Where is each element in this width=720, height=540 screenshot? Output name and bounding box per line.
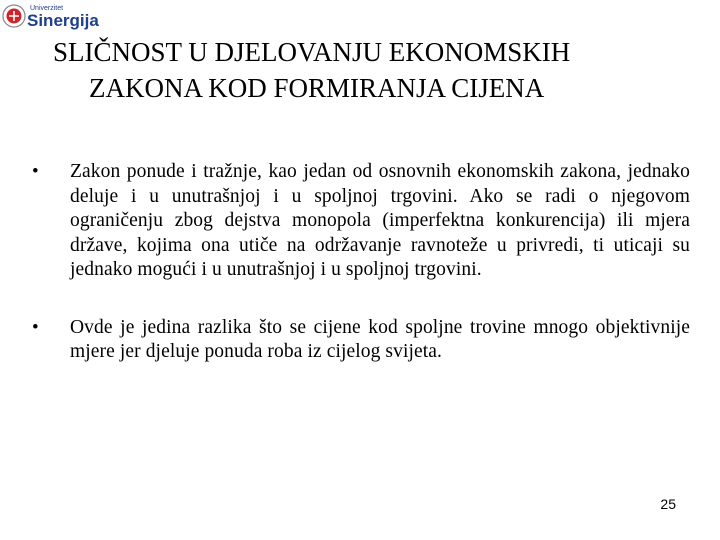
bullet-text: Zakon ponude i tražnje, kao jedan od osnovnih ekonomskih zakona, jednako deluje i u unutrašnjoj i u spoljnoj trgovini. Ako se radi o njegovom ograničenju zbog dejstva monopola (imperfektna konkurencija) ili mjera države, kojima ona utiče na održavanje ravnoteže u privredi, ti uticaji su jednako mogući i u unutrašnjoj i u spoljnoj trgovini. — [70, 161, 690, 280]
bullet-item — [30, 316, 690, 365]
bullet-list — [30, 160, 690, 365]
slide-title — [48, 34, 698, 106]
logo-brand-text: Sinergija — [27, 11, 99, 30]
bullet-icon: • — [32, 316, 39, 338]
slide-title-line-2: ZAKONA KOD FORMIRANJA CIJENA — [89, 73, 545, 103]
slide-title-line-1: SLIČNOST U DJELOVANJU EKONOMSKIH — [53, 37, 571, 67]
logo-emblem-icon — [0, 0, 100, 34]
logo-small-text: Univerzitet — [30, 5, 64, 12]
bullet-item — [30, 160, 690, 283]
page-number: 25 — [660, 496, 676, 512]
bullet-icon: • — [32, 161, 39, 182]
university-logo — [0, 0, 100, 34]
bullet-text: Ovde je jedina razlika što se cijene kod spoljne trovine mnogo objektivnije mjere jer djeluje ponuda roba iz cijelog svijeta. — [70, 316, 690, 362]
